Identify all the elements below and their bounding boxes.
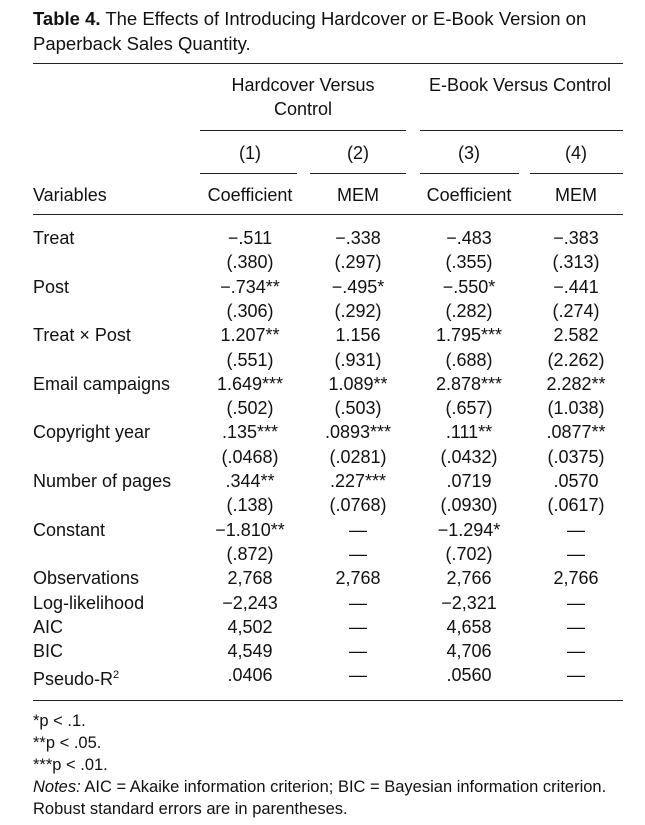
row-label: Treat (33, 228, 75, 248)
footnote-2: **p < .05. (33, 734, 102, 752)
notes-text: AIC = Akaike information criterion; BIC = Bayesian information criterion. Robust standard errors are in parentheses. (33, 778, 607, 818)
table-cell: .344** (225, 471, 275, 491)
table-caption (33, 6, 628, 56)
table-cell: −2,243 (222, 593, 278, 613)
table-cell: (.702) (445, 544, 493, 564)
table-cell: .135*** (221, 422, 279, 442)
table-cell: (.274) (552, 301, 600, 321)
table-cell: −.441 (553, 277, 599, 297)
table-cell: −1.294* (437, 520, 501, 540)
row-label: Number of pages (33, 471, 172, 491)
variables-header: Variables (33, 185, 107, 205)
footnote-3: ***p < .01. (33, 756, 108, 774)
table-cell: 2,768 (335, 568, 381, 588)
bottom-rule (33, 700, 623, 701)
table-cell: — (567, 520, 585, 540)
table-cell: −.383 (553, 228, 599, 248)
table-cell: — (349, 520, 367, 540)
table-cell: 1.207** (220, 325, 280, 345)
column-number: (1) (239, 143, 261, 163)
table-cell: — (567, 593, 585, 613)
table-cell: (.688) (445, 350, 493, 370)
table-cell: −.338 (335, 228, 381, 248)
table-cell: −.734** (220, 277, 280, 297)
row-label: Copyright year (33, 422, 151, 442)
table-cell: (.502) (226, 398, 274, 418)
column-type: Coefficient (426, 185, 512, 205)
table-cell: (.551) (226, 350, 274, 370)
col-rule-1 (200, 173, 297, 174)
row-label: Treat × Post (33, 325, 131, 345)
group-header-ebook: E-Book Versus Control (428, 75, 612, 95)
table-cell: .111** (445, 422, 493, 442)
table-cell: (.0468) (221, 447, 279, 467)
table-notes (33, 776, 628, 820)
footnote-1: *p < .1. (33, 712, 86, 730)
col-rule-2 (310, 173, 406, 174)
table-cell: — (349, 641, 367, 661)
table-cell: −1.810** (215, 520, 285, 540)
table-cell: (.355) (445, 252, 493, 272)
table-cell: (.380) (226, 252, 274, 272)
row-label-superscript: 2 (113, 669, 120, 681)
table-cell: .0560 (446, 665, 492, 685)
table-cell: 4,658 (446, 617, 492, 637)
table-cell: (.0930) (440, 495, 498, 515)
table-cell: (.872) (226, 544, 274, 564)
table-cell: .0719 (446, 471, 492, 491)
table-cell: 2,766 (446, 568, 492, 588)
table-cell: — (567, 641, 585, 661)
table-cell: 1.156 (335, 325, 381, 345)
table-cell: −2,321 (441, 593, 497, 613)
table-cell: (2.262) (547, 350, 605, 370)
table-cell: (.0375) (547, 447, 605, 467)
table-cell: — (567, 617, 585, 637)
table-cell: — (567, 544, 585, 564)
table-cell: 1.795*** (435, 325, 503, 345)
table-label: Table 4. (33, 8, 101, 29)
header-rule (33, 214, 623, 215)
group-rule-hardcover (200, 130, 406, 131)
table-cell: (.0617) (547, 495, 605, 515)
row-label: Post (33, 277, 70, 297)
table-cell: (.503) (334, 398, 382, 418)
table-cell: (1.038) (547, 398, 605, 418)
table-cell: (.657) (445, 398, 493, 418)
table-cell: — (349, 593, 367, 613)
group-header-hardcover: Hardcover Versus Control (231, 75, 375, 119)
table-cell: (.306) (226, 301, 274, 321)
row-label: Observations (33, 568, 140, 588)
table-cell: (.292) (334, 301, 382, 321)
table-cell: 1.649*** (216, 374, 284, 394)
table-cell: .0877** (546, 422, 606, 442)
table-cell: — (349, 617, 367, 637)
col-rule-3 (420, 173, 519, 174)
table-cell: 4,706 (446, 641, 492, 661)
column-type: Coefficient (207, 185, 293, 205)
col-rule-4 (530, 173, 623, 174)
table-cell: 1.089** (328, 374, 388, 394)
row-label: Pseudo-$R^2$ (33, 669, 120, 689)
table-cell: 2.878*** (435, 374, 503, 394)
group-rule-ebook (420, 130, 623, 131)
table-cell: (.282) (445, 301, 493, 321)
notes-label: Notes: (33, 778, 81, 796)
table-cell: −.511 (227, 228, 273, 248)
row-label: BIC (33, 641, 64, 661)
table-cell: .0570 (553, 471, 599, 491)
table-cell: — (349, 544, 367, 564)
table-cell: −.495* (331, 277, 385, 297)
row-label: Constant (33, 520, 106, 540)
table-cell: (.313) (552, 252, 600, 272)
column-type: MEM (337, 185, 379, 205)
column-number: (3) (458, 143, 480, 163)
table-cell: (.297) (334, 252, 382, 272)
table-cell: (.931) (334, 350, 382, 370)
top-rule (33, 63, 623, 64)
row-label: Email campaigns (33, 374, 171, 394)
table-cell: 4,549 (227, 641, 273, 661)
table-cell: — (349, 665, 367, 685)
table-cell: (.0432) (440, 447, 498, 467)
table-cell: 2,766 (553, 568, 599, 588)
row-label: Log-likelihood (33, 593, 145, 613)
row-label: AIC (33, 617, 64, 637)
table-title: The Effects of Introducing Hardcover or E-Book Version on Paperback Sales Quantity. (33, 8, 587, 54)
table-cell: 2.582 (553, 325, 599, 345)
column-type: MEM (555, 185, 597, 205)
table-cell: −.550* (442, 277, 496, 297)
column-number: (2) (347, 143, 369, 163)
table-cell: (.0281) (329, 447, 387, 467)
table-cell: 2,768 (227, 568, 273, 588)
table-cell: — (567, 665, 585, 685)
table-cell: .227*** (329, 471, 387, 491)
table-cell: .0893*** (324, 422, 392, 442)
table-cell: −.483 (446, 228, 492, 248)
table-cell: 4,502 (227, 617, 273, 637)
table-cell: 2.282** (546, 374, 606, 394)
column-number: (4) (565, 143, 587, 163)
table-cell: (.0768) (329, 495, 387, 515)
table-cell: .0406 (227, 665, 273, 685)
table-cell: (.138) (226, 495, 274, 515)
